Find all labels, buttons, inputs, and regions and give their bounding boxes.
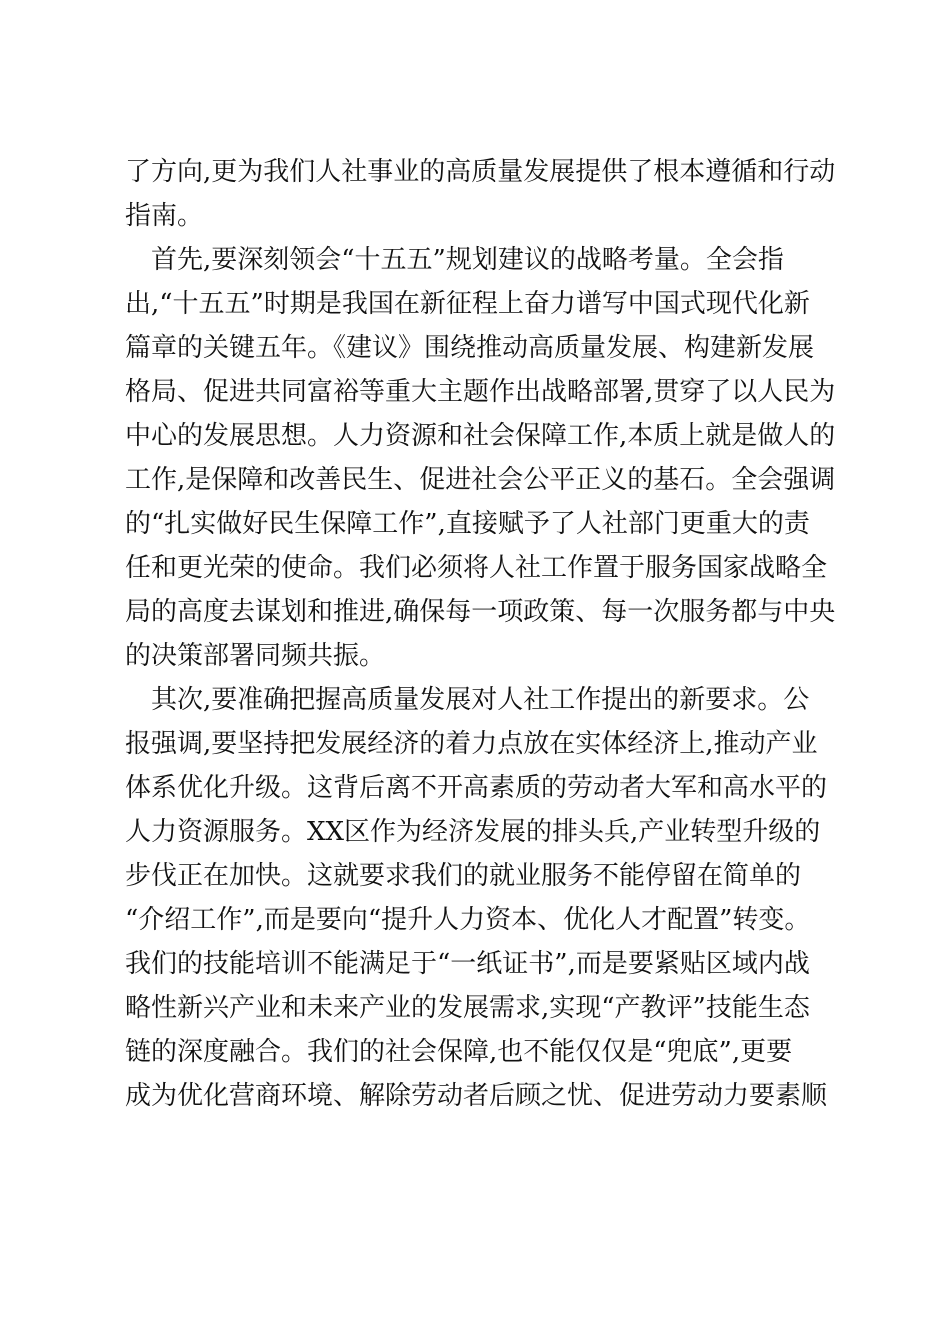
text-line: 格局、促进共同富裕等重大主题作出战略部署,贯穿了以人民为 bbox=[125, 377, 836, 407]
text-line: 体系优化升级。这背后离不开高素质的劳动者大军和高水平的 bbox=[125, 773, 828, 803]
text-line: 指南。 bbox=[125, 201, 204, 231]
text-line: 链的深度融合。我们的社会保障,也不能仅仅是“兜底”,更要 bbox=[125, 1037, 793, 1067]
body-text bbox=[125, 150, 845, 1118]
text-line: “介绍工作”,而是要向“提升人力资本、优化人才配置”转变。 bbox=[125, 905, 811, 935]
text-line: 略性新兴产业和未来产业的发展需求,实现“产教评”技能生态 bbox=[125, 993, 810, 1023]
text-line: 任和更光荣的使命。我们必须将人社工作置于服务国家战略全 bbox=[125, 553, 828, 583]
text-line: 步伐正在加快。这就要求我们的就业服务不能停留在简单的 bbox=[125, 861, 802, 891]
text-line: 成为优化营商环境、解除劳动者后顾之忧、促进劳动力要素顺 bbox=[125, 1081, 828, 1111]
text-line: 中心的发展思想。人力资源和社会保障工作,本质上就是做人的 bbox=[125, 421, 836, 451]
text-line: 人力资源服务。XX区作为经济发展的排头兵,产业转型升级的 bbox=[125, 817, 821, 847]
text-line: 的决策部署同频共振。 bbox=[125, 641, 386, 671]
text-line: 报强调,要坚持把发展经济的着力点放在实体经济上,推动产业 bbox=[125, 729, 818, 759]
text-line: 了方向,更为我们人社事业的高质量发展提供了根本遵循和行动 bbox=[125, 157, 836, 187]
text-line: 工作,是保障和改善民生、促进社会公平正义的基石。全会强调 bbox=[125, 465, 836, 495]
text-line: 其次,要准确把握高质量发展对人社工作提出的新要求。公 bbox=[125, 685, 810, 715]
text-line: 我们的技能培训不能满足于“一纸证书”,而是要紧贴区域内战 bbox=[125, 949, 810, 979]
text-line: 出,“十五五”时期是我国在新征程上奋力谱写中国式现代化新 bbox=[125, 289, 810, 319]
text-line: 首先,要深刻领会“十五五”规划建议的战略考量。全会指 bbox=[125, 245, 784, 275]
text-line: 的“扎实做好民生保障工作”,直接赋予了人社部门更重大的责 bbox=[125, 509, 810, 539]
text-line: 局的高度去谋划和推进,确保每一项政策、每一次服务都与中央 bbox=[125, 597, 836, 627]
text-line: 篇章的关键五年。《建议》围绕推动高质量发展、构建新发展 bbox=[125, 333, 815, 363]
